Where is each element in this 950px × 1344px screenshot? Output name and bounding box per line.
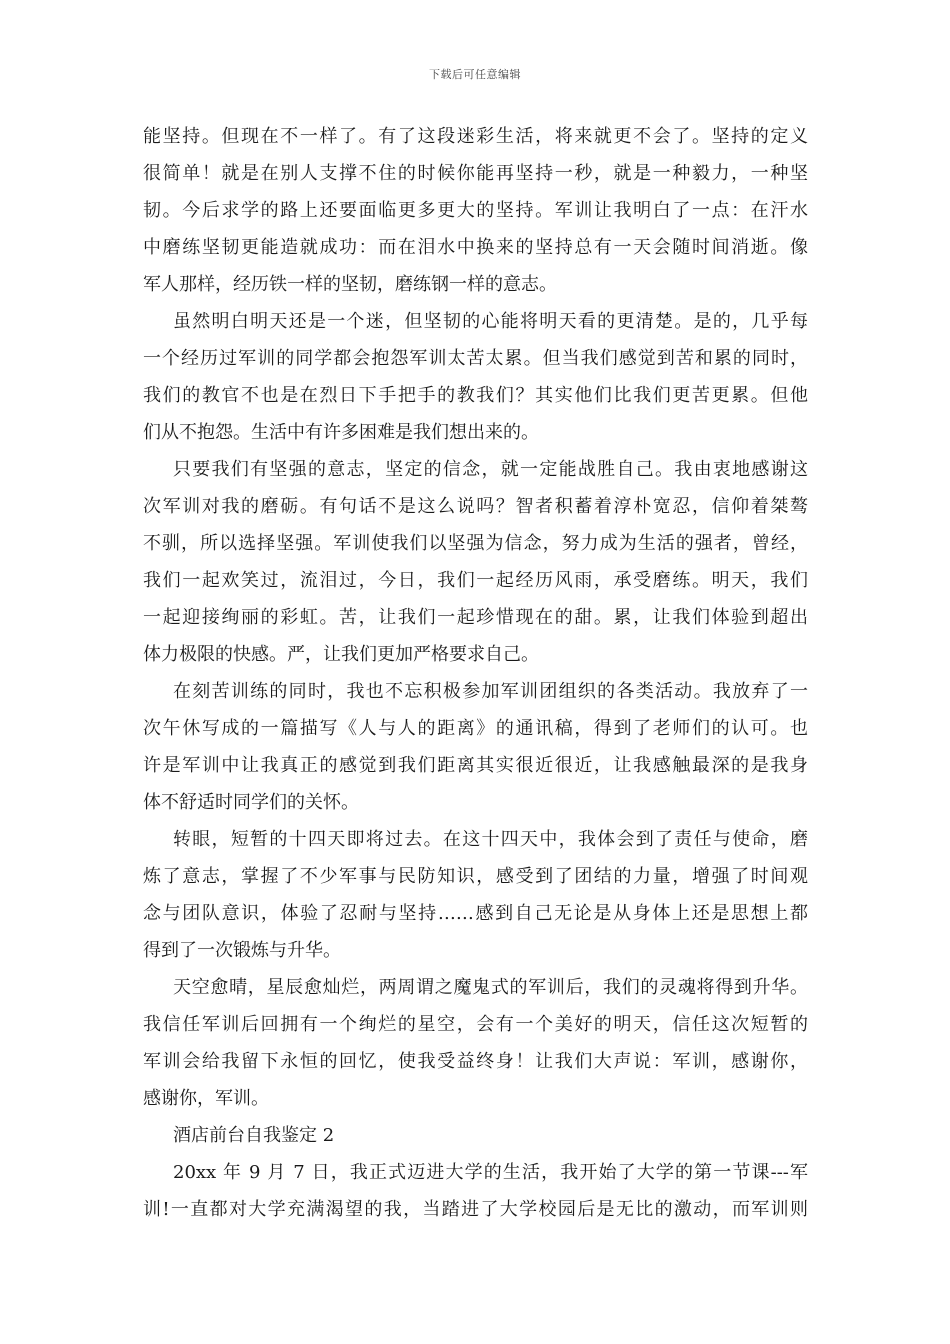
text-line: 转眼，短暂的十四天即将过去。在这十四天中，我体会到了责任与使命，磨 [173, 829, 808, 850]
paragraph [143, 673, 808, 821]
text-line: 能坚持。但现在不一样了。有了这段迷彩生活，将来就更不会了。坚持的定义 [143, 126, 808, 147]
section-heading [143, 1117, 808, 1154]
text-line: 训!一直都对大学充满渴望的我，当踏进了大学校园后是无比的激动，而军训则 [143, 1199, 808, 1220]
text-line: 一起迎接绚丽的彩虹。苦，让我们一起珍惜现在的甜。累，让我们体验到超出 [143, 607, 808, 628]
paragraph [143, 969, 808, 1117]
text-line: 我们的教官不也是在烈日下手把手的教我们？其实他们比我们更苦更累。但他 [143, 385, 808, 406]
text-line: 军人那样，经历铁一样的坚韧，磨练钢一样的意志。 [143, 274, 557, 295]
paragraph [143, 303, 808, 451]
text-line: 一个经历过军训的同学都会抱怨军训太苦太累。但当我们感觉到苦和累的同时， [143, 348, 808, 369]
text-line: 很简单！就是在别人支撑不住的时候你能再坚持一秒，就是一种毅力，一种坚 [143, 163, 808, 184]
text-line: 在刻苦训练的同时，我也不忘积极参加军训团组织的各类活动。我放弃了一 [173, 681, 808, 702]
text-line: 不驯，所以选择坚强。军训使我们以坚强为信念，努力成为生活的强者，曾经， [143, 533, 808, 554]
text-line: 体不舒适时同学们的关怀。 [143, 792, 359, 813]
paragraph [143, 821, 808, 969]
text-line: 军训会给我留下永恒的回忆，使我受益终身！让我们大声说：军训，感谢你， [143, 1051, 808, 1072]
paragraph [143, 118, 808, 303]
text-line: 炼了意志，掌握了不少军事与民防知识，感受到了团结的力量，增强了时间观 [143, 866, 808, 887]
text-line: 酒店前台自我鉴定 2 [173, 1125, 335, 1146]
text-line: 们从不抱怨。生活中有许多困难是我们想出来的。 [143, 422, 539, 443]
paragraph [143, 451, 808, 673]
text-line: 我们一起欢笑过，流泪过，今日，我们一起经历风雨，承受磨练。明天，我们 [143, 570, 808, 591]
text-line: 念与团队意识，体验了忍耐与坚持……感到自己无论是从身体上还是思想上都 [143, 903, 808, 924]
text-line: 次午休写成的一篇描写《人与人的距离》的通讯稿，得到了老师们的认可。也 [143, 718, 808, 739]
text-line: 我信任军训后回拥有一个绚烂的星空，会有一个美好的明天，信任这次短暂的 [143, 1014, 808, 1035]
text-line: 虽然明白明天还是一个迷，但坚韧的心能将明天看的更清楚。是的，几乎每 [173, 311, 808, 332]
page-header: 下载后可任意编辑 [429, 68, 521, 81]
text-line: 体力极限的快感。严，让我们更加严格要求自己。 [143, 644, 539, 665]
text-line: 得到了一次锻炼与升华。 [143, 940, 341, 961]
text-line: 只要我们有坚强的意志，坚定的信念，就一定能战胜自己。我由衷地感谢这 [173, 459, 808, 480]
text-line: 感谢你，军训。 [143, 1088, 269, 1109]
text-line: 韧。今后求学的路上还要面临更多更大的坚持。军训让我明白了一点：在汗水 [143, 200, 808, 221]
paragraph [143, 1154, 808, 1228]
text-line: 天空愈晴，星辰愈灿烂，两周谓之魔鬼式的军训后，我们的灵魂将得到升华。 [173, 977, 808, 998]
text-line: 次军训对我的磨砺。有句话不是这么说吗？智者积蓄着淳朴宽忍，信仰着桀骜 [143, 496, 808, 517]
text-line: 20xx 年 9 月 7 日，我正式迈进大学的生活，我开始了大学的第一节课---军 [173, 1162, 808, 1183]
text-line: 许是军训中让我真正的感觉到我们距离其实很近很近，让我感触最深的是我身 [143, 755, 808, 776]
text-line: 中磨练坚韧更能造就成功：而在泪水中换来的坚持总有一天会随时间消逝。像 [143, 237, 808, 258]
document-body [143, 118, 808, 1228]
